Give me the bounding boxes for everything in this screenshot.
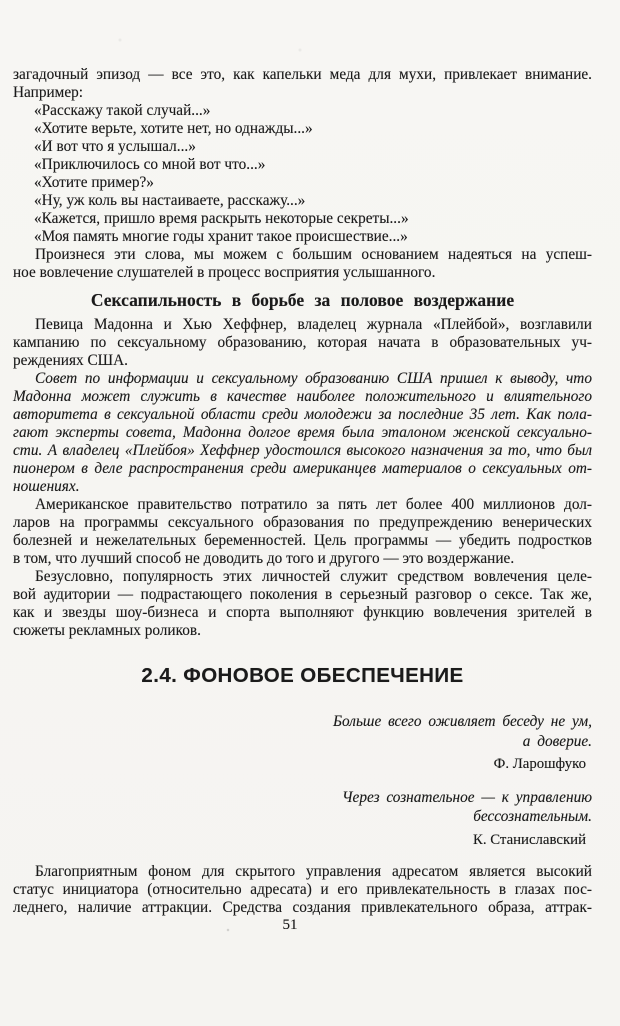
text-line: реждениях США. (13, 352, 128, 369)
epigraph-attribution: Ф. Ларошфуко (493, 756, 586, 772)
quote-list (13, 102, 592, 246)
text-line: Например: (13, 84, 84, 101)
text-line: сюжеты рекламных роликов. (13, 622, 201, 639)
quote-line: «Хотите пример?» (34, 174, 154, 191)
quote-line: «Расскажу такой случай...» (34, 102, 211, 119)
quote-line: «Приключилось со мной вот что...» (34, 156, 266, 173)
text-line: кампанию по сексуальному образованию, которая начата в образовательных уч- (13, 334, 592, 351)
paragraph (13, 316, 592, 370)
paragraph (13, 370, 592, 496)
text-line: гают эксперты совета, Мадонна долгое время была эталоном женской сексуально- (13, 424, 592, 441)
text-line: Певица Мадонна и Хью Хеффнер, владелец журнала «Плейбой», возглавили (35, 316, 592, 333)
epigraph (13, 712, 592, 775)
text-line: ларов на программы сексуального образования по предупреждению венерических (13, 514, 592, 531)
text-line: Безусловно, популярность этих личностей служит средством вовлечения целе- (35, 568, 592, 585)
paragraph (13, 246, 592, 282)
page-text-block (13, 0, 592, 917)
text-line: Благоприятным фоном для скрытого управления адресатом является высокий (35, 863, 592, 880)
text-line: пионером в деле распространения среди американцев материалов о сексуальных от- (13, 460, 592, 477)
text-line: загадочный эпизод — все это, как капельки меда для мухи, привлекает внимание. (13, 66, 592, 83)
page-number: 51 (282, 917, 298, 933)
text-line: Произнеся эти слова, мы можем с большим основанием надеяться на успеш- (35, 246, 592, 263)
quote-line: «Моя память многие годы хранит такое происшествие...» (34, 228, 408, 245)
text-line: как и звезды шоу-бизнеса и спорта выполняют функцию вовлечения зрителей в (13, 604, 592, 621)
paragraph (13, 496, 592, 568)
epigraph (13, 788, 592, 851)
epigraph-line: Через сознательное — к управлению (342, 788, 592, 806)
paragraph (13, 568, 592, 640)
text-line: авторитета в сексуальной области среди молодежи за последние 35 лет. Как пола- (13, 406, 592, 423)
paragraph (13, 66, 592, 102)
epigraph-attribution: К. Станиславский (472, 831, 586, 848)
chapter-heading: 2.4. ФОНОВОЕ ОБЕСПЕЧЕНИЕ (141, 664, 464, 687)
text-line: сти. А владелец «Плейбоя» Хеффнер удостоился высокого назначения за то, что был (13, 442, 592, 459)
text-line: Американское правительство потратило за пять лет более 400 миллионов дол- (35, 496, 592, 513)
paragraph (13, 863, 592, 917)
text-line: ношениях. (13, 478, 80, 495)
quote-line: «Кажется, пришло время раскрыть некоторые секреты...» (34, 210, 409, 227)
quote-line: «Хотите верьте, хотите нет, но однажды...» (34, 120, 313, 137)
epigraph-line: а доверие. (522, 732, 592, 750)
text-line: вой аудитории — подрастающего поколения в серьезный разговор о сексе. Так же, (13, 586, 592, 603)
text-line: леднего, наличие аттракции. Средства создания привлекательного образа, аттрак- (13, 899, 592, 916)
epigraph-line: Больше всего оживляет беседу не ум, (333, 713, 592, 730)
text-line: Мадонна может служить в качестве наиболее положительного и влиятельного (13, 388, 592, 405)
text-line: болезней и нежелательных беременностей. Цель программы — убедить подростков (13, 532, 592, 549)
text-line: Совет по информации и сексуальному образованию США пришел к выводу, что (35, 370, 592, 387)
quote-line: «И вот что я услышал...» (34, 138, 196, 155)
text-line: статус инициатора (относительно адресата) и его привлекательность в глазах пос- (13, 881, 592, 898)
epigraph-line: бессознательным. (473, 808, 592, 825)
section-heading: Сексапильность в борьбе за половое воздержание (90, 290, 515, 310)
text-line: ное вовлечение слушателей в процесс восприятия услышанного. (13, 264, 436, 281)
quote-line: «Ну, уж коль вы настаиваете, расскажу...» (34, 192, 306, 209)
text-line: в том, что лучший способ не доводить до того и другого — это воздержание. (13, 550, 515, 567)
